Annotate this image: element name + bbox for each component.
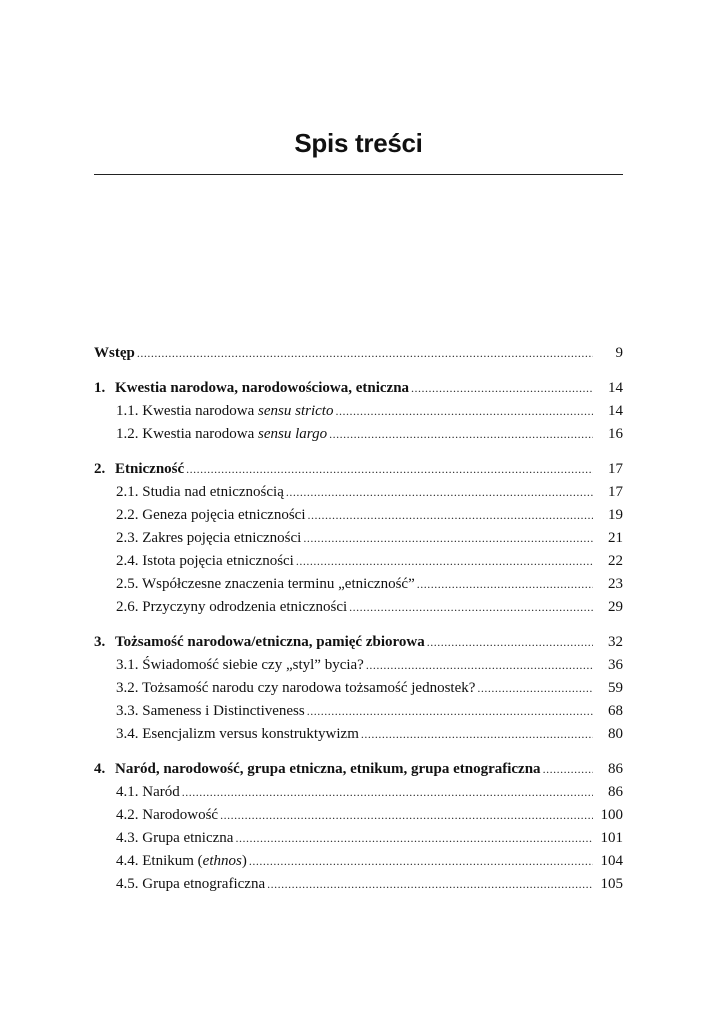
dot-leader (218, 804, 593, 827)
toc-entry-label: Tożsamość narodowa/etniczna, pamięć zbiorowa (115, 634, 425, 650)
toc-chapter-entry (94, 377, 623, 400)
toc-entry-label: 4.5. Grupa etnograficzna (116, 876, 266, 892)
toc-entry-label: 4.3. Grupa etniczna (116, 830, 234, 846)
toc-label-italic: ethnos (202, 853, 242, 869)
dot-leader (475, 677, 593, 700)
toc-subentry (94, 723, 623, 746)
table-of-contents (94, 342, 623, 896)
toc-subentry (94, 423, 623, 446)
toc-entry-label (116, 423, 327, 446)
toc-page-number: 100 (600, 807, 623, 823)
toc-entry-label: 2.3. Zakres pojęcia etniczności (116, 530, 302, 546)
toc-entry-label: 2.1. Studia nad etnicznością (116, 484, 284, 500)
toc-page-number: 14 (608, 380, 623, 396)
toc-subentry (94, 527, 623, 550)
dot-leader (347, 596, 593, 619)
dot-leader (284, 481, 593, 504)
dot-leader (327, 423, 593, 446)
toc-subentry (94, 700, 623, 723)
toc-page-number: 9 (615, 345, 623, 361)
toc-entry-label: Kwestia narodowa, narodowościowa, etniczna (115, 380, 410, 396)
dot-leader (247, 850, 593, 873)
toc-entry-label: 2.5. Współczesne znaczenia terminu „etniczność” (116, 576, 415, 592)
toc-subentry (94, 827, 623, 850)
toc-entry-label: 2.6. Przyczyny odrodzenia etniczności (116, 599, 348, 615)
dot-leader (233, 827, 593, 850)
toc-subentry (94, 804, 623, 827)
dot-leader (184, 458, 593, 481)
toc-entry-label: 3.4. Esencjalizm versus konstruktywizm (116, 726, 359, 742)
toc-page-number: 105 (600, 876, 623, 892)
toc-entry-label: 4.2. Narodowość (116, 807, 219, 823)
toc-subentry (94, 596, 623, 619)
toc-subentry (94, 850, 623, 873)
dot-leader (265, 873, 593, 896)
toc-page-number: 17 (608, 461, 623, 477)
toc-entry-label: 3.3. Sameness i Distinctiveness (116, 703, 305, 719)
toc-chapter-number: 1. (94, 380, 106, 396)
toc-page-number: 68 (608, 703, 623, 719)
toc-label-text: 1.2. Kwestia narodowa (116, 426, 259, 442)
toc-entry-label (116, 850, 247, 873)
toc-page-number: 36 (608, 657, 623, 673)
toc-page-number: 29 (608, 599, 623, 615)
toc-chapter-number: 2. (94, 461, 106, 477)
toc-subentry (94, 677, 623, 700)
toc-page-number: 104 (600, 853, 623, 869)
toc-entry-label: 3.1. Świadomość siebie czy „styl” bycia? (116, 657, 364, 673)
toc-subentry (94, 504, 623, 527)
toc-entry-label: 4.1. Naród (116, 784, 180, 800)
dot-leader (301, 527, 593, 550)
toc-subentry (94, 573, 623, 596)
toc-chapter-entry (94, 458, 623, 481)
page-title: Spis treści (294, 128, 423, 158)
dot-leader (409, 377, 593, 400)
toc-label-italic: sensu largo (258, 426, 328, 442)
toc-page-number: 21 (608, 530, 623, 546)
toc-subentry (94, 654, 623, 677)
toc-page-number: 22 (608, 553, 623, 569)
toc-subentry (94, 550, 623, 573)
dot-leader (135, 342, 593, 365)
toc-page-number: 101 (600, 830, 623, 846)
toc-chapter-number: 3. (94, 634, 106, 650)
dot-leader (180, 781, 593, 804)
toc-page-number: 14 (608, 403, 623, 419)
toc-page-number: 17 (608, 484, 623, 500)
toc-page-number: 19 (608, 507, 623, 523)
toc-page-number: 86 (608, 761, 623, 777)
toc-label-text: ) (241, 853, 247, 869)
title-divider (94, 174, 623, 175)
toc-label-italic: sensu stricto (258, 403, 334, 419)
toc-intro-entry (94, 342, 623, 365)
toc-subentry (94, 481, 623, 504)
dot-leader (364, 654, 593, 677)
toc-entry-label: Etniczność (115, 461, 185, 477)
toc-page-number: 16 (608, 426, 623, 442)
toc-label-text: 1.1. Kwestia narodowa (116, 403, 259, 419)
dot-leader (359, 723, 593, 746)
dot-leader (333, 400, 593, 423)
toc-chapter-entry (94, 758, 623, 781)
dot-leader (415, 573, 593, 596)
toc-entry-label: Naród, narodowość, grupa etniczna, etnikum, grupa etnograficzna (115, 761, 541, 777)
toc-subentry (94, 873, 623, 896)
toc-page-number: 59 (608, 680, 623, 696)
toc-page-number: 86 (608, 784, 623, 800)
toc-entry-label: 2.2. Geneza pojęcia etniczności (116, 507, 306, 523)
toc-label-text: 4.4. Etnikum ( (116, 853, 203, 869)
toc-entry-label: 3.2. Tożsamość narodu czy narodowa tożsamość jednostek? (116, 680, 476, 696)
toc-page-number: 23 (608, 576, 623, 592)
toc-page-number: 32 (608, 634, 623, 650)
toc-entry-label: 2.4. Istota pojęcia etniczności (116, 553, 294, 569)
dot-leader (294, 550, 593, 573)
dot-leader (305, 700, 593, 723)
dot-leader (306, 504, 594, 527)
toc-entry-label (116, 400, 333, 423)
toc-chapter-number: 4. (94, 761, 106, 777)
toc-subentry (94, 400, 623, 423)
toc-subentry (94, 781, 623, 804)
dot-leader (425, 631, 593, 654)
toc-page-number: 80 (608, 726, 623, 742)
toc-chapter-entry (94, 631, 623, 654)
toc-entry-label: Wstęp (94, 345, 135, 361)
dot-leader (541, 758, 593, 781)
